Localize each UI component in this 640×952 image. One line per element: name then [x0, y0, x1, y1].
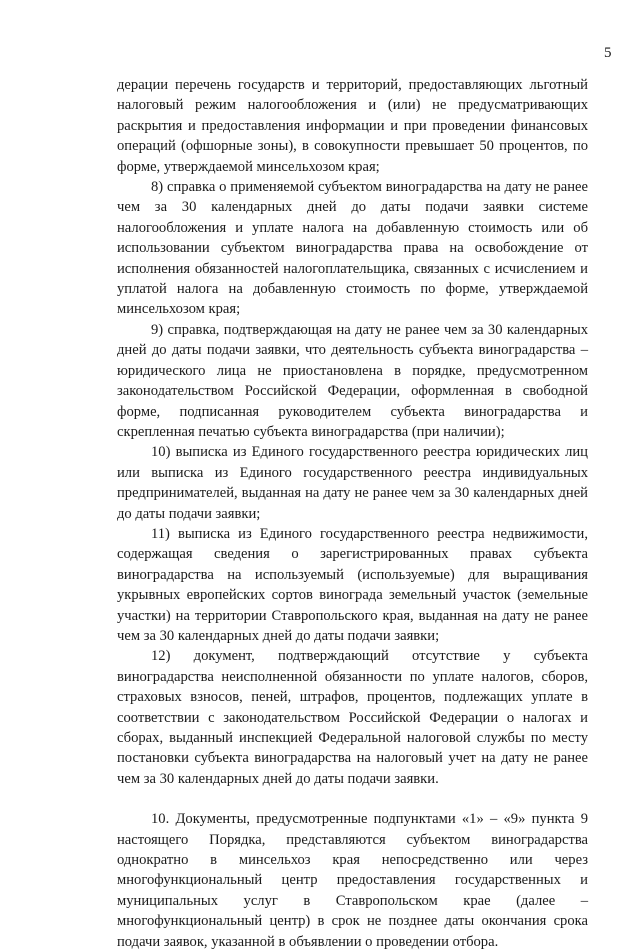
document-body [117, 75, 588, 952]
paragraph-item-12: 12) документ, подтверждающий отсутствие у субъекта виноградарства неисполненной обязанности по уплате налогов, сборов, страховых взносов, пеней, штрафов, процентов, подлежащих уплате в соответствии с законодательством Российской Федерации о налогах и сборах, выданный инспекцией Федеральной налоговой службы по месту постановки субъекта виноградарства на налоговый учет на дату не ранее чем за 30 календарных дней до даты подачи заявки. [117, 648, 588, 787]
paragraph-item-11: 11) выписка из Единого государственного реестра недвижимости, содержащая сведения о зарегистрированных правах субъекта виноградарства на используемый (используемые) для выращивания укрывных европейских сортов винограда земельный участок (земельные участки) на территории Ставропольского края, выданная на дату не ранее чем за 30 календарных дней до даты подачи заявки; [117, 525, 588, 644]
paragraph-continuation: дерации перечень государств и территорий, предоставляющих льготный налоговый режим налогообложения и (или) не предусматривающих раскрытия и предоставления информации и при проведении финансовых операций (офшорные зоны), в совокупности превышает 50 процентов, по форме, утверждаемой минсельхозом края; [117, 77, 588, 175]
paragraph-item-9: 9) справка, подтверждающая на дату не ранее чем за 30 календарных дней до даты подачи заявки, что деятельность субъекта виноградарства – юридического лица не приостановлена в порядке, предусмотренном законодательством Российской Федерации, оформленная в свободной форме, подписанная руководителем субъекта виноградарства и скрепленная печатью субъекта виноградарства (при наличии); [117, 321, 588, 440]
paragraph-section-10: 10. Документы, предусмотренные подпунктами «1» – «9» пункта 9 настоящего Порядка, представляются субъектом виноградарства однократно в минсельхоз края непосредственно или через многофункциональный центр предоставления государственных и муниципальных услуг в Ставропольском крае (далее – многофункциональный центр) в срок не позднее даты окончания срока подачи заявок, указанной в объявлении о проведении отбора. [117, 811, 588, 950]
page-number: 5 [604, 45, 612, 61]
paragraph-item-8: 8) справка о применяемой субъектом виноградарства на дату не ранее чем за 30 календарных дней до даты подачи заявки системе налогообложения и уплате налога на добавленную стоимость или об использовании субъектом виноградарства права на освобождение от исполнения обязанностей налогоплательщика, связанных с исчислением и уплатой налога на добавленную стоимость по форме, утверждаемой минсельхозом края; [117, 179, 588, 318]
paragraph-spacer [117, 789, 588, 809]
paragraph-item-10: 10) выписка из Единого государственного реестра юридических лиц или выписка из Единого государственного реестра индивидуальных предпринимателей, выданная на дату не ранее чем за 30 календарных дней до даты подачи заявки; [117, 444, 588, 522]
